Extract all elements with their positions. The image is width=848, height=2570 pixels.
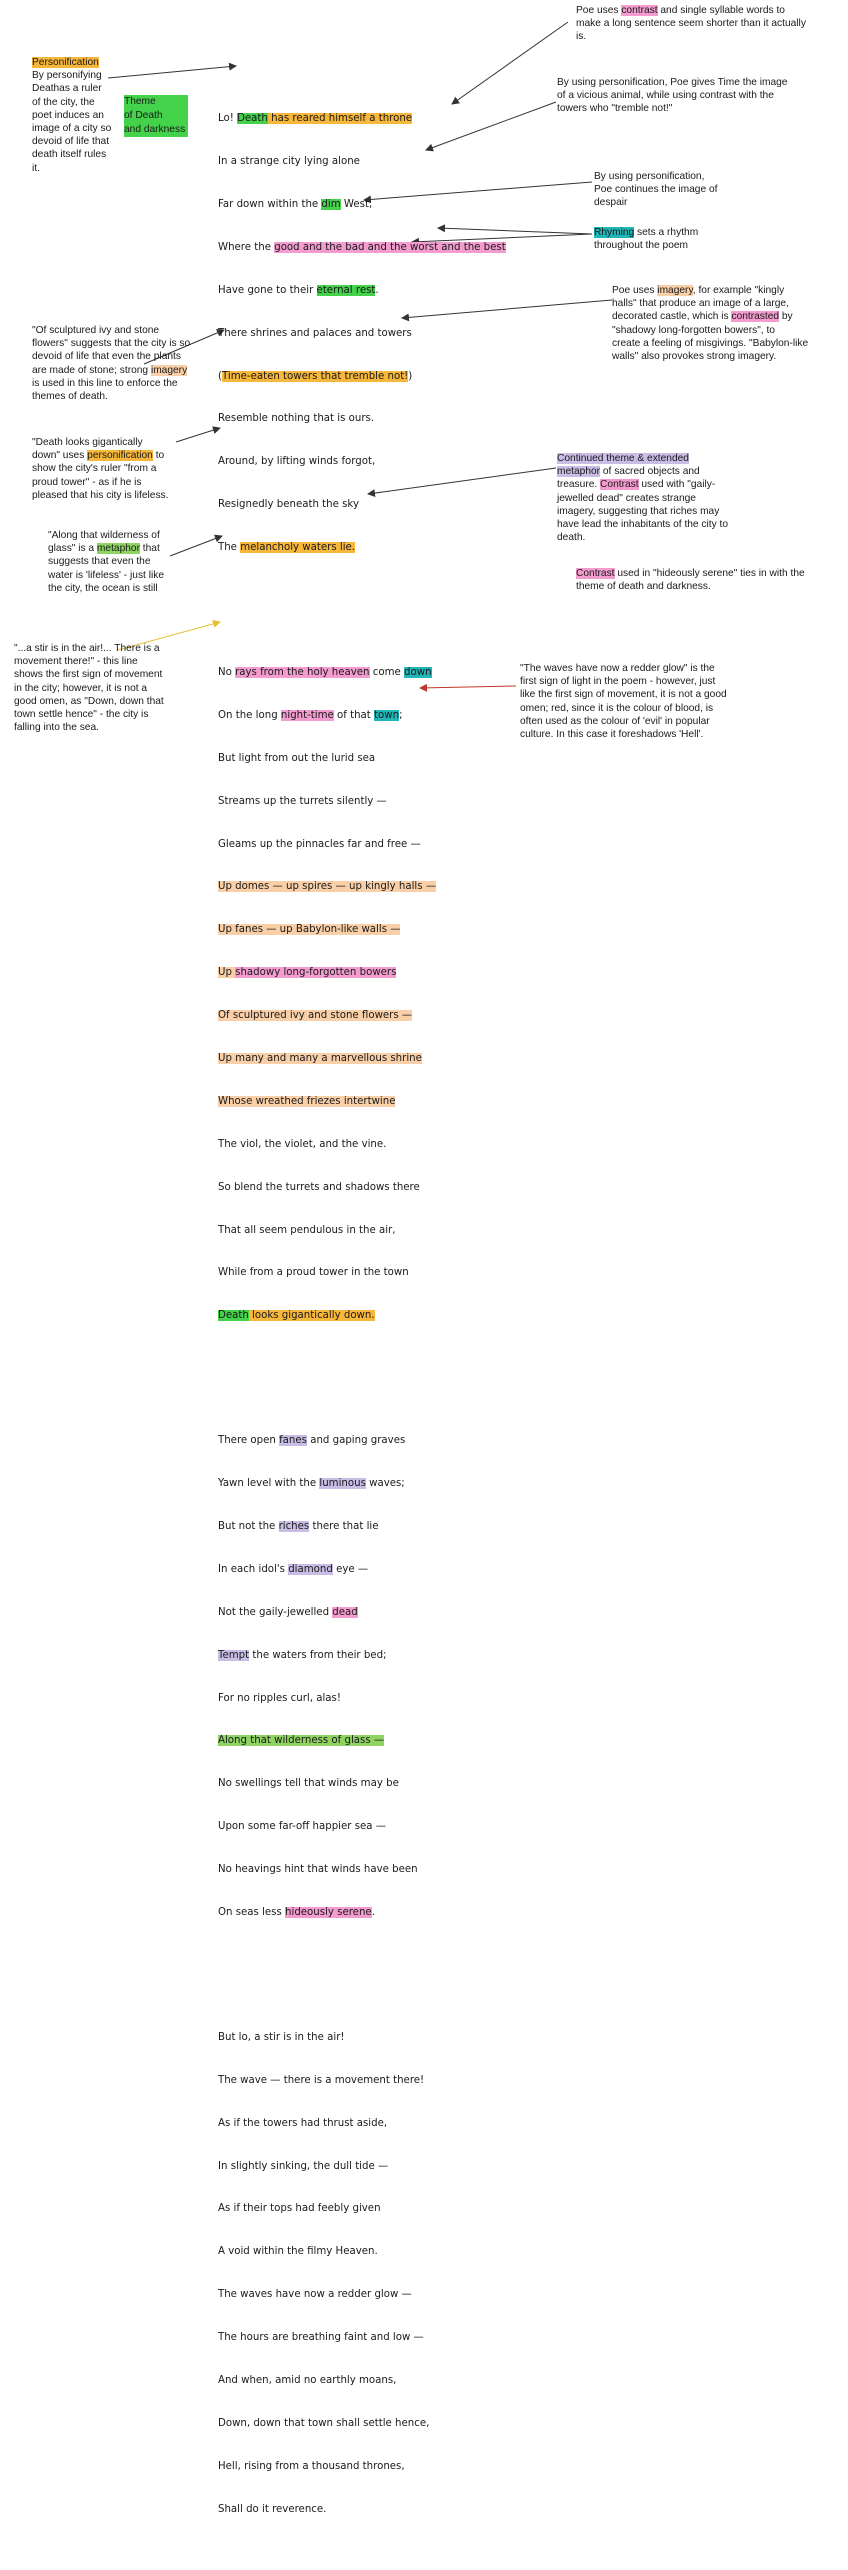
note-line: death. [557,532,586,544]
poem-line [218,709,538,723]
note-line: Theme [124,96,156,107]
text: Lo! [218,113,238,125]
poem-line: Down, down that town shall settle hence, [218,2417,430,2429]
poem-line [218,1520,538,1534]
note-line [576,567,846,580]
poem-line [218,880,538,894]
stanza-2 [218,637,538,1352]
text: . [371,1907,375,1918]
text: Yawn level with the [218,1478,320,1490]
poem-line: There shrines and palaces and towers [218,327,412,339]
note-line: it. [32,162,40,174]
text: . [375,284,379,296]
note-line: throughout the poem [594,240,689,252]
poem-line: But light from out the lurid sea [218,752,376,764]
note-imagery [612,284,844,363]
highlight-imagery: Of sculptured ivy and stone flowers — [218,1010,413,1022]
note-sculptured [32,324,202,403]
poem-line: The wave — there is a movement there! [218,2074,425,2086]
poem-line [218,1477,538,1491]
highlight-imagery: Whose wreathed friezes intertwine [218,1095,396,1107]
text: decorated castle, which is [612,311,732,323]
poem-line: Around, by lifting winds forgot, [218,456,376,468]
text: used in "hideously serene" ties in with the [614,568,805,579]
note-line: like the first sign of movement, it is not a good [520,689,727,701]
poem-line: No swellings tell that winds may be [218,1778,399,1790]
note-line: "Along that wilderness of [48,530,160,541]
highlight-personification: looks gigantically down. [248,1310,375,1322]
highlight-contrast: Contrast [600,479,639,491]
note-line: image of a city so [32,123,112,135]
highlight-imagery: imagery [657,285,693,296]
note-line [612,284,844,297]
text: treasure. [557,479,601,491]
poem-line: Gleams up the pinnacles far and free — [218,838,421,850]
note-line [557,452,817,465]
poem-line: As if their tops had feebly given [218,2203,381,2215]
highlight-metaphor: Continued theme & extended [557,453,689,464]
highlight-metaphor: riches [278,1520,310,1532]
note-line [594,226,764,239]
note-line: "...a stir is in the air!... There is a [14,643,160,654]
highlight-contrast: contrast [621,5,658,16]
highlight-metaphor: diamond [288,1563,333,1575]
note-line [612,310,844,323]
text: On the long [218,709,281,721]
note-line: poet induces an [32,109,104,121]
text: waves; [365,1478,405,1490]
highlight-metaphor: fanes [279,1435,307,1447]
text: Have gone to their [218,284,317,296]
highlight-personification: personification [87,450,153,462]
poem-line [218,1734,538,1748]
note-line [576,4,846,17]
highlight-metaphor: metaphor [557,466,601,478]
note-line: "Of sculptured ivy and stone [32,325,160,336]
highlight-imagery: Up fanes — up Babylon-like walls — [218,924,401,936]
note-line: theme of death and darkness. [576,581,711,593]
note-line: town settle hence" - the city is [14,709,149,721]
poem-line: In slightly sinking, the dull tide — [218,2160,389,2172]
highlight-personification: Time-eaten towers that tremble not! [221,370,409,382]
note-line: falling into the sea. [14,722,99,734]
note-stir [14,642,174,734]
poem-line: So blend the turrets and shadows there [218,1181,420,1193]
note-line: water is 'lifeless' - just like [48,569,164,581]
highlight-imagery: imagery [150,364,188,376]
poem-line [218,112,538,126]
poem-line: The hours are breathing faint and low — [218,2332,424,2344]
highlight-contrast: rays from the holy heaven [235,666,370,678]
text: and single syllable words to [657,5,785,16]
note-line: movement there!" - this line [14,656,138,668]
note-gigantically [32,436,192,502]
note-line: the city, the ocean is still [48,582,158,594]
text: Poe uses [612,285,658,296]
highlight-theme: Death [237,113,268,125]
note-line: create a feeling of misgivings. "Babylon-like [612,337,809,349]
text: are made of stone; strong [32,364,151,376]
poem-line: Shall do it reverence. [218,2503,327,2515]
note-line: of Death [124,110,163,121]
highlight-theme: dim [321,198,341,210]
poem-line [218,370,538,384]
stanza-4 [218,2002,538,2545]
poem-line [218,1052,538,1066]
poem-line: The waves have now a redder glow — [218,2289,412,2301]
highlight-personification: has reared himself a throne [267,113,413,125]
text: Poe uses [576,5,622,16]
text: to [152,450,165,462]
note-line: devoid of life that even the plants [32,351,181,363]
text: that [139,543,160,555]
text: used with "gaily- [638,479,716,491]
text: ; [399,709,403,721]
note-line: By personifying [32,70,102,82]
highlight-contrast: night-time [280,709,334,721]
highlight-theme: eternal rest [316,284,376,296]
poem-line: Streams up the turrets silently — [218,795,387,807]
note-line: Deathas a ruler [32,83,102,95]
text: But not the [218,1520,279,1532]
note-line: culture. In this case it foreshadows 'Hell'. [520,729,704,741]
note-line: first sign of light in the poem - however, just [520,676,716,688]
text: the waters from their bed; [249,1649,387,1661]
text: glass" is a [48,543,97,555]
poem-line: A void within the filmy Heaven. [218,2246,378,2258]
poem-line [218,1649,538,1663]
highlight-metaphor: luminous [319,1478,366,1490]
text: The [218,542,241,554]
poem-line: Hell, rising from a thousand thrones, [218,2460,405,2472]
highlight-imagery: Up domes — up spires — up kingly halls — [218,881,437,893]
note-line: devoid of life that [32,136,110,148]
note-line: of the city, the [32,96,95,108]
highlight-contrast: dead [332,1606,358,1618]
poem-line: For no ripples curl, alas! [218,1692,341,1704]
poem-line: And when, amid no earthly moans, [218,2375,397,2386]
highlight-contrast: Contrast [576,568,615,579]
note-despair [594,170,764,210]
note-line [32,449,192,462]
text: eye — [332,1563,369,1575]
poem-line [218,1606,538,1620]
note-line: shows the first sign of movement [14,669,163,681]
poem-line: While from a proud tower in the town [218,1267,409,1279]
highlight-rhyme: down [404,666,432,678]
poem-line [218,241,538,255]
poem-line: Resignedly beneath the sky [218,499,360,511]
text: by [779,311,793,323]
note-redder [520,662,780,741]
note-time [557,76,847,116]
note-line: is used in this line to enforce the [32,377,178,389]
poem-line [218,1009,538,1023]
poem-line: That all seem pendulous in the air, [218,1224,396,1236]
note-line [557,478,817,491]
text: of that [333,709,375,721]
note-line: pleased that his city is lifeless. [32,489,169,501]
highlight-metaphor-glass: Along that wilderness of glass — [218,1735,385,1747]
note-line: By using personification, Poe gives Time the image [557,77,788,88]
note-line: imagery, suggesting that riches may [557,505,720,517]
poem-line [218,541,538,555]
note-serene [576,567,846,593]
stanza-3 [218,1406,538,1949]
note-continued [557,452,817,544]
note-line: walls" also provokes strong imagery. [612,351,777,363]
text: come [369,666,405,678]
note-line: good omen, as "Down, down that [14,695,164,707]
highlight-metaphor-glass: metaphor [96,543,140,555]
highlight-imagery: Up many and many a marvellous shrine [218,1052,422,1064]
note-line: "Death looks gigantically [32,437,143,448]
text: In each idol's [218,1563,289,1575]
note-line: in the city; however, it is not a [14,682,148,694]
note-line: jewelled dead" creates strange [557,492,696,504]
highlight-contrast: shadowy long-forgotten bowers [235,967,397,979]
text: On seas less [218,1907,286,1918]
poem-line [218,1434,538,1448]
note-line: have lead the inhabitants of the city to [557,519,729,531]
poem-line [218,1095,538,1109]
note-line: often used as the colour of 'evil' in popular [520,715,710,727]
text: , for example "kingly [692,285,785,296]
poem-line: Upon some far-off happier sea — [218,1821,386,1833]
note-theme [124,95,188,137]
text: and gaping graves [306,1435,406,1447]
highlight-contrast: good and the bad and the worst and the best [274,241,506,253]
note-line: and darkness [124,124,186,135]
poem-line [218,1309,538,1323]
poem-line: The viol, the violet, and the vine. [218,1138,387,1150]
note-line: themes of death. [32,391,108,403]
highlight-theme: Death [218,1310,249,1322]
note-line: halls" that produce an image of a large, [612,298,789,310]
poem-line [218,666,538,680]
note-rhyme [594,226,764,252]
highlight-contrast: hideously serene [285,1907,372,1918]
note-line: of a vicious animal, while using contrast with the [557,90,774,102]
text: Far down within the [218,198,322,210]
note-line: death itself rules [32,149,107,161]
note-line [32,364,202,377]
note-line: By using personification, [594,171,705,182]
poem-line: Resemble nothing that is ours. [218,413,375,425]
text: sets a rhythm [634,227,699,238]
text: Not the gaily-jewelled [218,1606,333,1618]
note-line: Poe continues the image of [594,184,718,196]
note-line: make a long sentence seem shorter than it actually [576,18,806,30]
note-wilderness [48,529,198,595]
note-contrast [576,4,846,44]
poem [218,55,538,2570]
poem-line [218,284,538,298]
text: Where the [218,241,275,253]
text: ( [218,370,222,382]
highlight-contrast: contrasted [731,311,780,323]
note-line: "The waves have now a redder glow" is the [520,663,715,674]
poem-line: In a strange city lying alone [218,156,360,168]
note-personification [32,56,122,175]
text: there that lie [309,1520,379,1532]
highlight-personification: Personification [32,57,99,68]
highlight-imagery: Up [218,967,236,979]
poem-line [218,198,538,212]
note-line: show the city's ruler "from a [32,463,157,475]
note-line: flowers" suggests that the city is so [32,338,191,350]
poem-line: But lo, a stir is in the air! [218,2031,345,2043]
stanza-1 [218,84,538,584]
poem-line: As if the towers had thrust aside, [218,2117,388,2129]
note-line: "shadowy long-forgotten bowers", to [612,324,775,336]
poem-line [218,966,538,980]
note-line [557,465,817,478]
note-line: proud tower" - as if he is [32,476,142,488]
note-line: omen; red, since it is the colour of blood, is [520,702,714,714]
poem-line [218,1563,538,1577]
note-line: despair [594,197,628,209]
note-line [48,542,198,555]
text: No [218,666,236,678]
highlight-personification: melancholy waters lie. [240,542,356,554]
highlight-rhyme: town [374,709,400,721]
note-line: suggests that even the [48,556,151,568]
text: West, [340,198,373,210]
text: down" uses [32,450,88,462]
highlight-rhyme: Rhyming [594,227,635,238]
highlight-metaphor: Tempt [218,1649,250,1661]
text: There open [218,1435,280,1447]
poem-line: No heavings hint that winds have been [218,1864,418,1876]
note-line: is. [576,31,587,43]
note-line: towers who "tremble not!" [557,103,673,115]
text: of sacred objects and [600,466,700,478]
arrow-personification [108,66,236,78]
text: ) [408,370,413,382]
poem-line [218,1906,538,1920]
poem-line [218,923,538,937]
